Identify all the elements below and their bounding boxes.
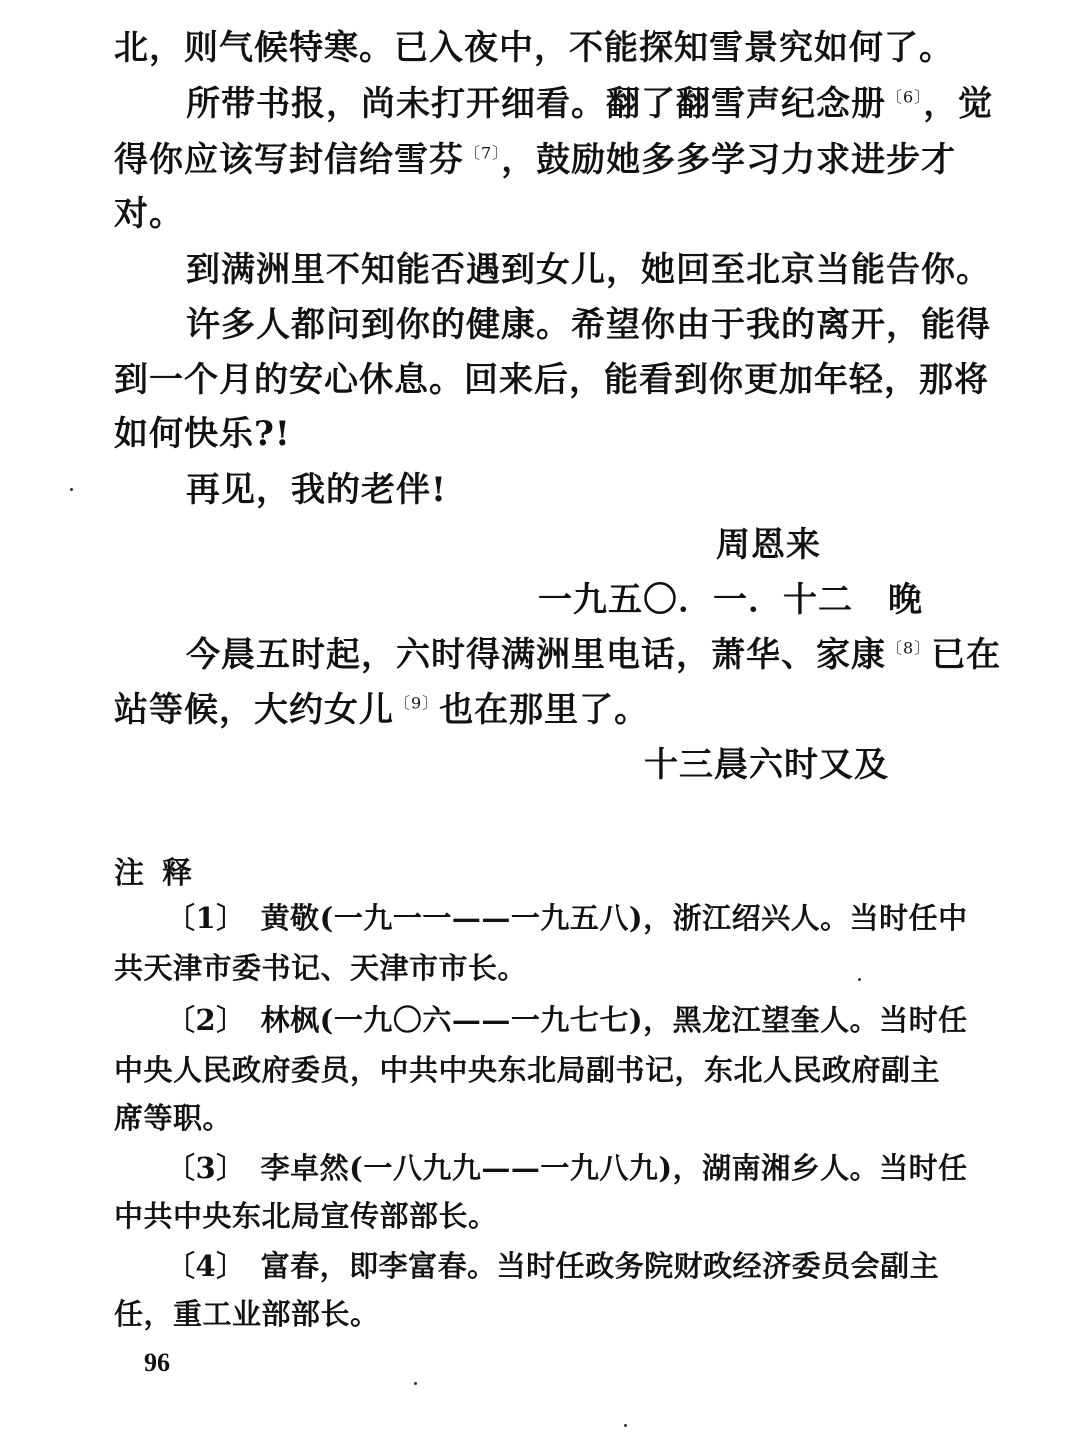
letter-line: 许多人都问到你的健康。希望你由于我的离开，能得 — [186, 305, 991, 345]
note-line: 〔1〕 黄敬(一九一一——一九五八)，浙江绍兴人。当时任中 — [166, 901, 968, 935]
letter-line: 再见，我的老伴! — [186, 470, 447, 510]
notes-heading: 注释 — [114, 856, 210, 891]
signature: 周恩来 — [716, 525, 821, 565]
note-line: 中央人民政府委员，中共中央东北局副书记，东北人民政府副主 — [114, 1053, 941, 1087]
scan-speck — [858, 978, 861, 981]
scan-speck — [414, 1382, 417, 1385]
letter-line: 得你应该写封信给雪芬$^{〔7〕}$，鼓励她多多学习力求进步才 — [114, 140, 957, 180]
letter-line: 所带书报，尚未打开细看。翻了翻雪声纪念册$^{〔6〕}$，觉 — [186, 84, 994, 124]
note-line: 中共中央东北局宣传部部长。 — [114, 1199, 498, 1233]
page-number: 96 — [144, 1348, 170, 1377]
footnote-ref: 〔6〕 — [886, 87, 924, 107]
note-line: 席等职。 — [114, 1101, 233, 1135]
postscript-signature: 十三晨六时又及 — [644, 745, 889, 785]
footnote-ref: 〔8〕 — [886, 638, 932, 658]
postscript-line: 站等候，大约女儿$^{〔9〕}$也在那里了。 — [114, 690, 650, 730]
note-line: 〔4〕 富春，即李富春。当时任政务院财政经济委员会副主 — [166, 1249, 940, 1283]
letter-line: 到一个月的安心休息。回来后，能看到你更加年轻，那将 — [114, 360, 989, 400]
postscript-line: 今晨五时起，六时得满洲里电话，萧华、家康$^{〔8〕}$已在 — [186, 635, 1002, 675]
note-line: 〔2〕 林枫(一九〇六——一九七七)，黑龙江望奎人。当时任 — [166, 1003, 968, 1037]
scan-speck — [70, 488, 73, 491]
letter-line: 对。 — [114, 194, 184, 234]
note-line: 〔3〕 李卓然(一八九九——一九八九)，湖南湘乡人。当时任 — [166, 1151, 968, 1185]
letter-line: 如何快乐?! — [114, 414, 291, 454]
letter-line: 北，则气候特寒。已入夜中，不能探知雪景究如何了。 — [114, 28, 954, 68]
scan-speck — [624, 1424, 627, 1427]
footnote-ref: 〔7〕 — [464, 143, 502, 163]
letter-line: 到满洲里不知能否遇到女儿，她回至北京当能告你。 — [186, 250, 991, 290]
letter-date: 一九五〇．一．十二 晚 — [538, 580, 923, 620]
footnote-ref: 〔9〕 — [394, 693, 440, 713]
note-line: 共天津市委书记、天津市市长。 — [114, 951, 528, 985]
note-line: 任，重工业部部长。 — [114, 1297, 380, 1331]
